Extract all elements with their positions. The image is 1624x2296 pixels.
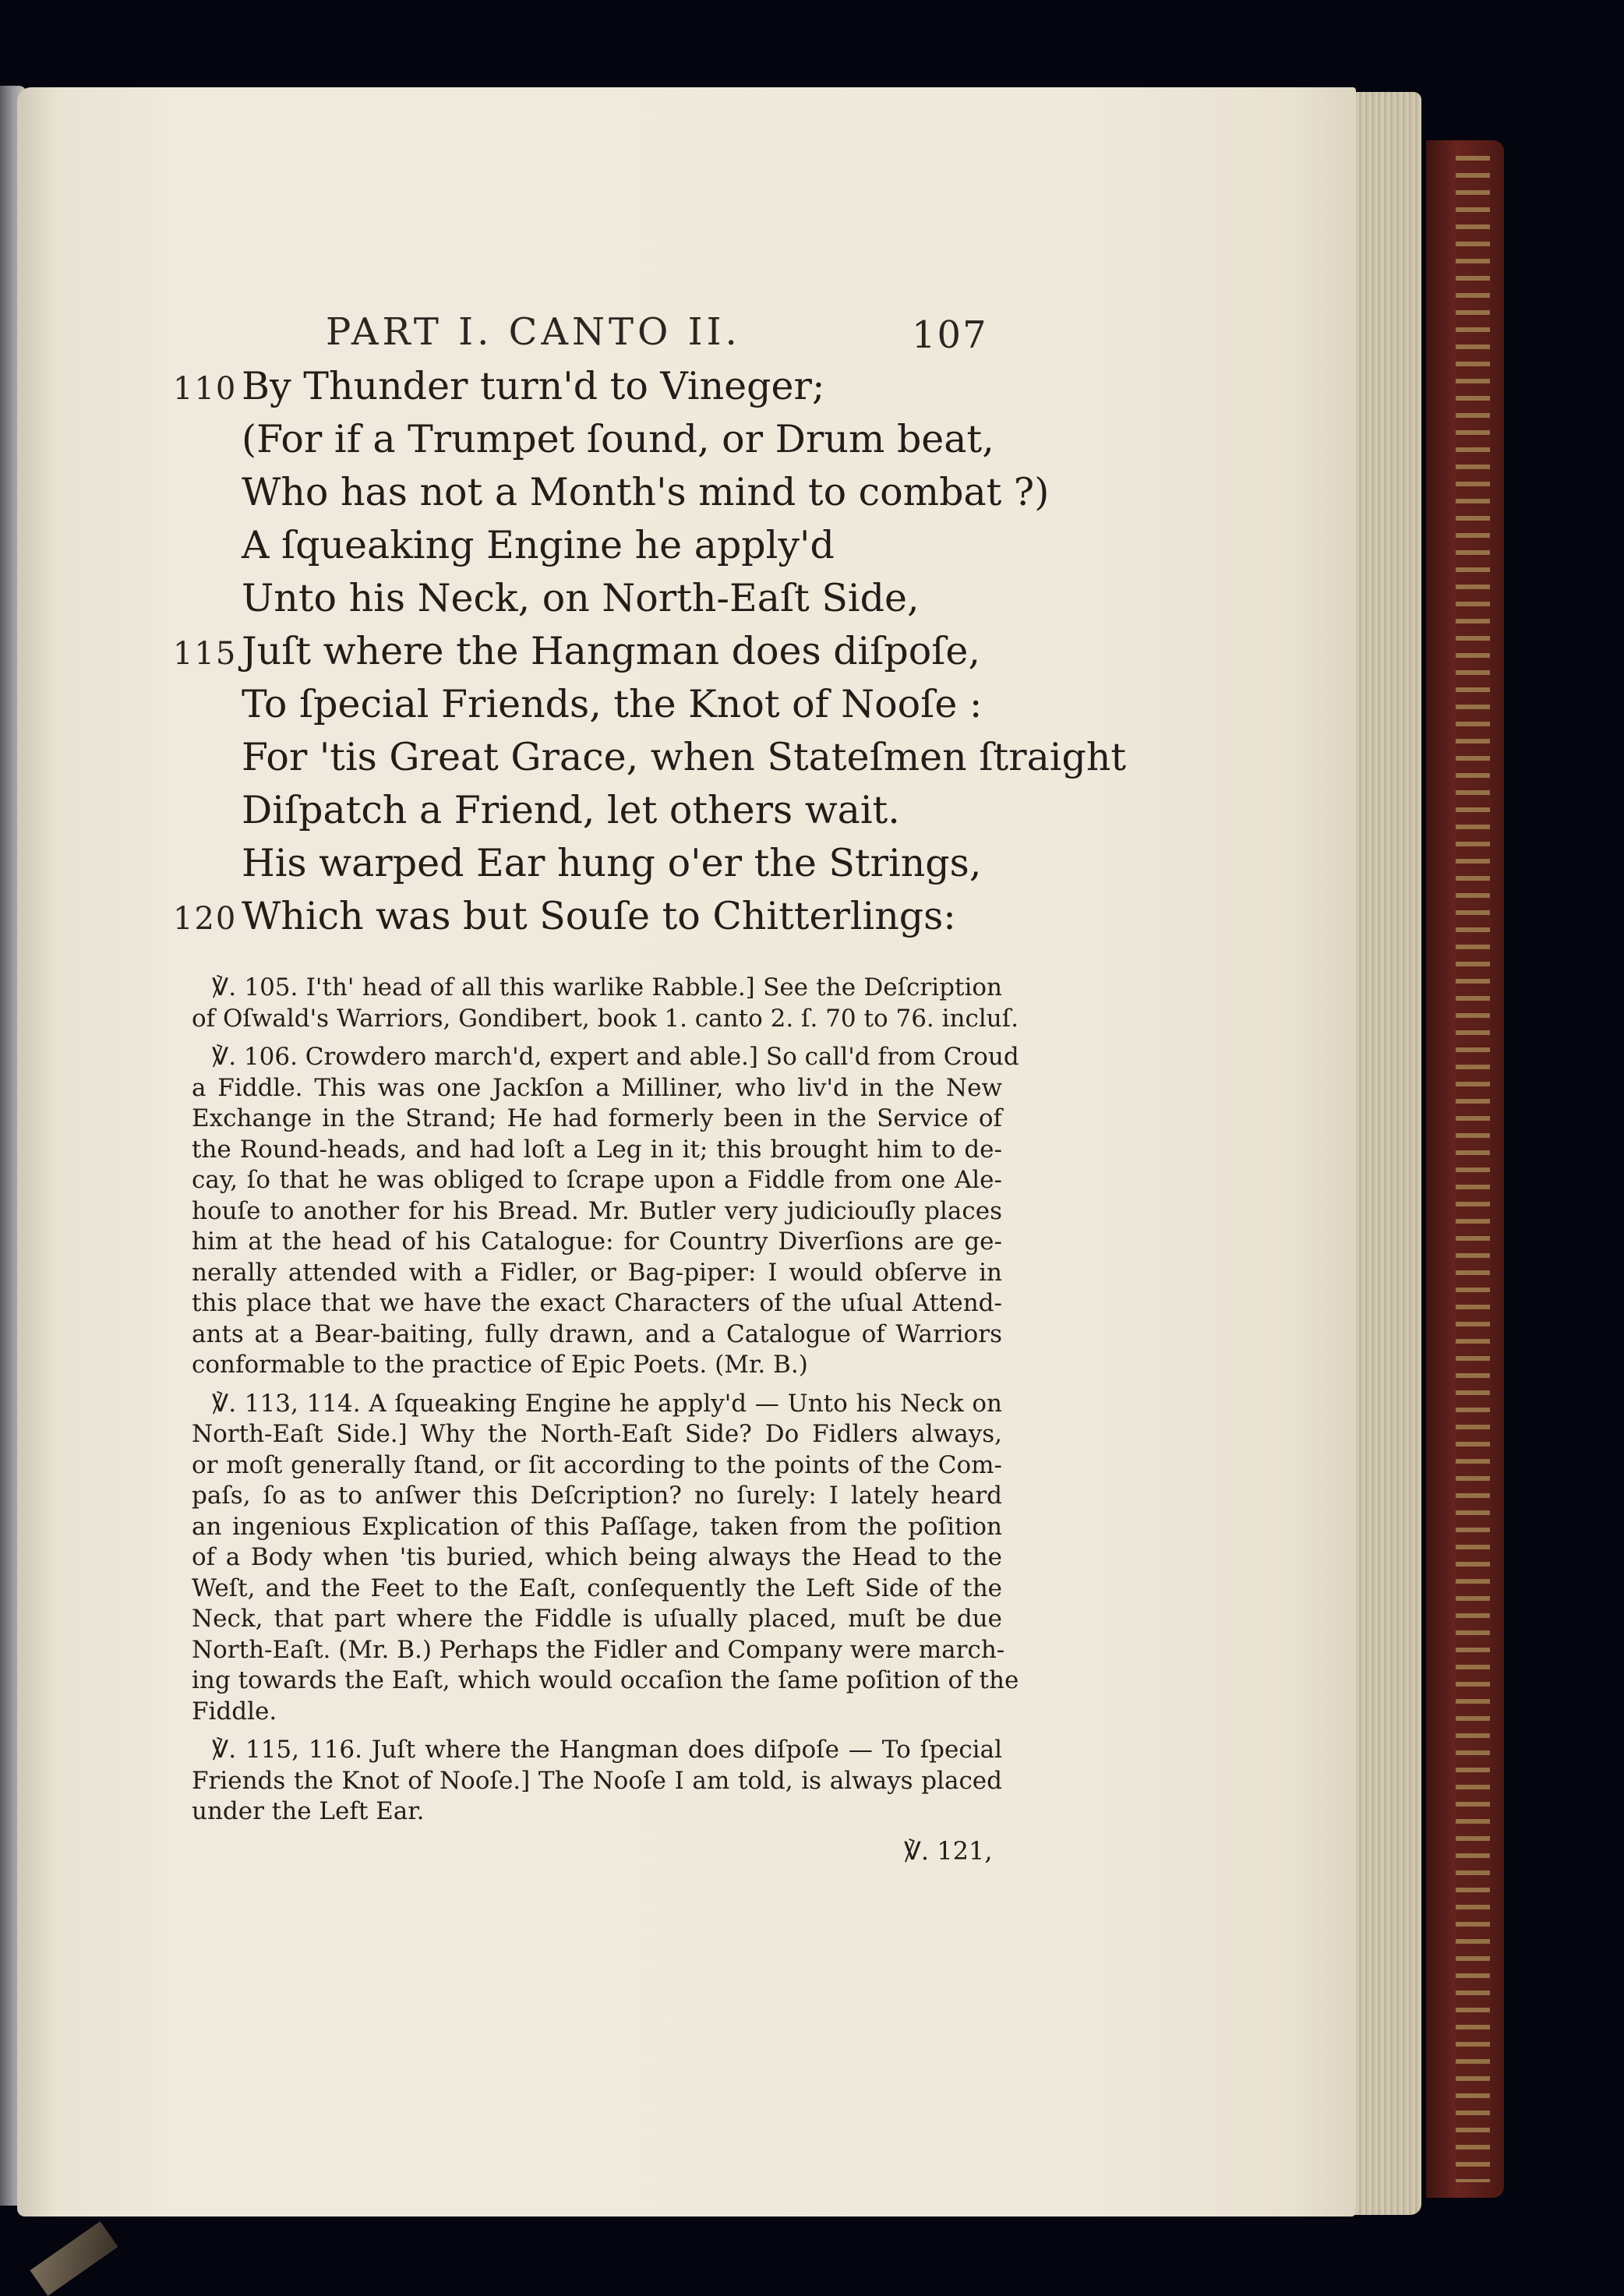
footnote-line: ℣. 105. I'th' head of all this warlike Rabble.] See the Deſcription — [212, 973, 1002, 1001]
verse-line — [0, 572, 1091, 625]
footnote-line: Friends the Knot of Nooſe.] The Nooſe I am told, is always placed — [192, 1766, 1002, 1795]
footnote-line: North-Eaſt Side.] Why the North-Eaſt Side? Do Fidlers always, — [192, 1420, 1002, 1448]
verse-text: For 'tis Great Grace, when Stateſmen ſtraight — [242, 735, 1127, 779]
line-number: 110 — [173, 371, 238, 407]
verse-line — [0, 466, 1091, 519]
verse-line — [0, 678, 1091, 731]
verse-text: Which was but Souſe to Chitterlings: — [242, 894, 956, 938]
footnote-line: houſe to another for his Bread. Mr. Butler very judiciouſly places — [192, 1196, 1002, 1225]
verse-text: A ſqueaking Engine he apply'd — [242, 523, 835, 567]
verse-text: (For if a Trumpet ſound, or Drum beat, — [242, 417, 994, 461]
verse-line — [0, 731, 1127, 784]
verse-text: By Thunder turn'd to Vineger; — [242, 364, 825, 408]
footnote-line: under the Left Ear. — [192, 1797, 425, 1825]
verse-line — [0, 890, 1091, 943]
page-fore-edge — [1350, 92, 1421, 2215]
footnote-line: of Oſwald's Warriors, Gondibert, book 1. canto 2. ſ. 70 to 76. incluſ. — [192, 1004, 1019, 1033]
verse-line — [0, 625, 1091, 678]
footnote-line: him at the head of his Catalogue: for Country Diverſions are ge- — [192, 1227, 1002, 1256]
footnote-line: ℣. 113, 114. A ſqueaking Engine he apply'd — Unto his Neck on — [212, 1389, 1002, 1418]
page-number: 107 — [912, 313, 988, 357]
verse-text: Juſt where the Hangman does diſpoſe, — [242, 629, 980, 673]
line-number: 120 — [173, 901, 238, 937]
verse-line — [0, 413, 1091, 466]
verse-line — [0, 784, 1091, 837]
line-number: 115 — [173, 636, 238, 672]
footnote-line: Fiddle. — [192, 1697, 277, 1726]
footnote-line: Neck, that part where the Fiddle is uſually placed, muſt be due — [192, 1605, 1002, 1633]
footnote-line: an ingenious Explication of this Paſſage, taken from the poſition — [192, 1512, 1002, 1541]
catchword: ℣. 121, — [904, 1836, 993, 1866]
verse-line — [0, 519, 1091, 572]
footnote-line: Weſt, and the Feet to the Eaſt, conſequently the Left Side of the — [192, 1574, 1002, 1602]
footnote-line: of a Body when 'tis buried, which being always the Head to the — [192, 1543, 1002, 1571]
footnote-line: or moſt generally ſtand, or ſit according to the points of the Com- — [192, 1450, 1002, 1479]
footnote-line: nerally attended with a Fidler, or Bag-piper: I would obſerve in — [192, 1258, 1002, 1287]
footnote-line: North-Eaſt. (Mr. B.) Perhaps the Fidler and Company were march- — [192, 1635, 1005, 1664]
footnote-line: ing towards the Eaſt, which would occaſion the ſame poſition of the — [192, 1666, 1019, 1694]
verse-line — [0, 837, 1091, 890]
footnote — [192, 1735, 1002, 1828]
footnote-line: cay, ſo that he was obliged to ſcrape upon a Fiddle from one Ale- — [192, 1166, 1002, 1194]
footnote-line: ℣. 115, 116. Juſt where the Hangman does diſpoſe — To ſpecial — [212, 1736, 1002, 1764]
verse-text: To ſpecial Friends, the Knot of Nooſe : — [242, 682, 983, 726]
running-head: PART I. CANTO II. — [326, 310, 741, 354]
footnote-line: ℣. 106. Crowdero march'd, expert and able.] So call'd from Croud — [212, 1043, 1019, 1071]
verse-text: Unto his Neck, on North-Eaſt Side, — [242, 576, 920, 620]
footnote-line: paſs, ſo as to anſwer this Deſcription? no ſurely: I lately heard — [192, 1482, 1002, 1510]
verse-text: Who has not a Month's mind to combat ?) — [242, 470, 1050, 514]
footnote-line: this place that we have the exact Characters of the uſual Attend- — [192, 1289, 1002, 1317]
verse-text: Diſpatch a Friend, let others wait. — [242, 788, 900, 832]
verse-line — [0, 360, 1091, 413]
footnote — [192, 1389, 1019, 1728]
ribbon-marker — [30, 2221, 118, 2296]
footnote-line: conformable to the practice of Epic Poets. (Mr. B.) — [192, 1351, 808, 1379]
verse-text: His warped Ear hung o'er the Strings, — [242, 841, 982, 885]
cover-tooling — [1456, 156, 1490, 2182]
footnote-line: ants at a Bear-baiting, fully drawn, and a Catalogue of Warriors — [192, 1319, 1002, 1348]
page-header — [0, 304, 1091, 359]
footnote-line: a Fiddle. This was one Jackſon a Milliner, who liv'd in the New — [192, 1073, 1002, 1102]
footnote — [192, 1042, 1019, 1381]
footnote — [192, 973, 1019, 1034]
footnote-line: Exchange in the Strand; He had formerly been in the Service of — [192, 1104, 1002, 1132]
verse-block — [0, 360, 1127, 943]
footnotes-block — [192, 973, 1019, 1835]
footnote-line: the Round-heads, and had loſt a Leg in it; this brought him to de- — [192, 1135, 1002, 1164]
